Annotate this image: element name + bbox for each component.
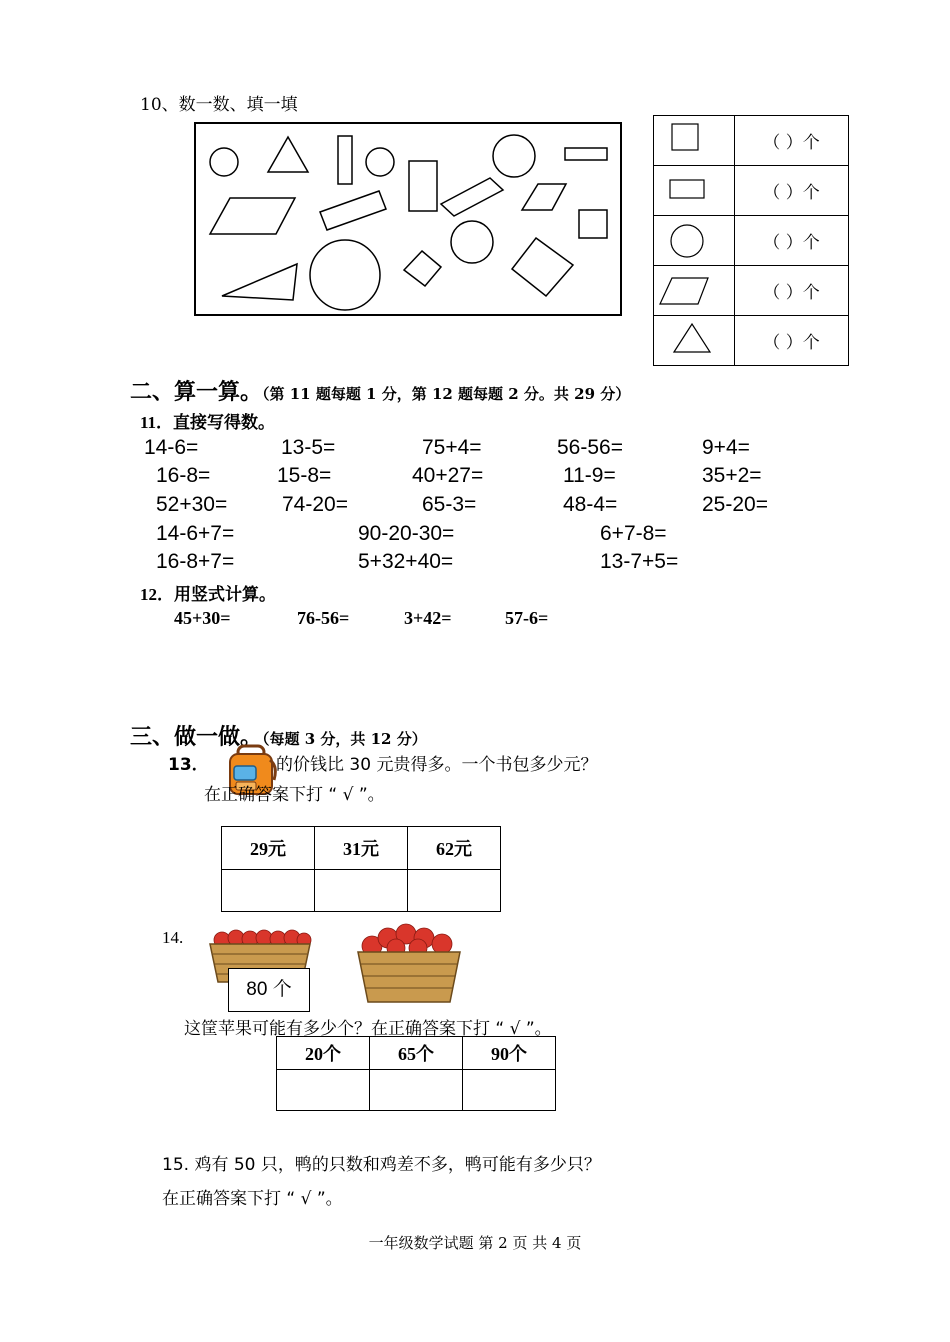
rectangle-shape — [320, 191, 386, 230]
calc-item: 48-4= — [563, 493, 618, 516]
q14-number: 14. — [162, 928, 184, 947]
q13-number: 13． — [168, 755, 209, 775]
section2-title: 二、算一算。 — [130, 380, 263, 405]
calc-item: 6+7-8= — [600, 522, 667, 545]
q12-label: 12．用竖式计算。 — [140, 585, 276, 604]
rectangle-shape — [565, 148, 607, 160]
q13-option: 29元 — [222, 827, 315, 870]
count-blank[interactable]: （ ）个 — [735, 166, 849, 216]
q13-answer-cell[interactable] — [222, 870, 315, 912]
calc-item: 5+32+40= — [358, 550, 454, 573]
q13-option: 62元 — [408, 827, 501, 870]
vertical-calc-item: 76-56= — [297, 608, 350, 628]
q13-line2: 在正确答案下打 “ √ ”。 — [204, 785, 385, 805]
calc-item: 90-20-30= — [358, 522, 455, 545]
calc-item: 75+4= — [422, 436, 482, 459]
section2-note: （第 11 题每题 1 分，第 12 题每题 2 分。共 29 分） — [262, 385, 631, 403]
q14-option: 90个 — [463, 1037, 556, 1070]
shapes-box — [194, 122, 622, 316]
calc-item: 74-20= — [282, 493, 348, 516]
triangle-shape — [268, 137, 308, 172]
square-shape — [404, 251, 441, 286]
square-icon — [654, 116, 734, 161]
q13-answer-cell[interactable] — [408, 870, 501, 912]
q10-title: 10、数一数、填一填 — [140, 95, 298, 115]
large-apple-basket-icon — [356, 920, 462, 1004]
count-row-circle — [654, 216, 849, 266]
count-row-parallelogram — [654, 266, 849, 316]
count-row-square — [654, 116, 849, 166]
count-row-triangle — [654, 316, 849, 366]
circle-icon — [654, 216, 734, 261]
triangle-icon — [654, 316, 734, 361]
calc-item: 11-9= — [563, 464, 616, 487]
shapes-figure — [196, 124, 620, 314]
count-blank[interactable]: （ ）个 — [735, 116, 849, 166]
rectangle-shape — [409, 161, 437, 211]
count-blank[interactable]: （ ）个 — [735, 266, 849, 316]
calc-item: 9+4= — [702, 436, 750, 459]
count-row-rectangle — [654, 166, 849, 216]
section3-title: 三、做一做。 — [130, 725, 263, 750]
circle-shape — [210, 148, 238, 176]
count-blank[interactable]: （ ）个 — [735, 216, 849, 266]
vertical-calc-item: 3+42= — [404, 608, 452, 628]
circle-shape — [493, 135, 535, 177]
q15-line1: 15. 鸡有 50 只，鸭的只数和鸡差不多，鸭可能有多少只？ — [162, 1155, 601, 1175]
q14-answer-table — [276, 1036, 556, 1111]
q14-answer-cell[interactable] — [277, 1070, 370, 1111]
calc-item: 40+27= — [412, 464, 484, 487]
q13-answer-cell[interactable] — [315, 870, 408, 912]
basket-count-label: 80 个 — [228, 968, 310, 1012]
q13-answer-table — [221, 826, 501, 912]
q11-label: 11．直接写得数。 — [140, 413, 276, 432]
calc-item: 35+2= — [702, 464, 762, 487]
count-blank[interactable]: （ ）个 — [735, 316, 849, 366]
calc-item: 15-8= — [277, 464, 332, 487]
calc-item: 56-56= — [557, 436, 623, 459]
calc-item: 14-6+7= — [156, 522, 235, 545]
calc-item: 16-8= — [156, 464, 211, 487]
calc-item: 16-8+7= — [156, 550, 235, 573]
calc-item: 14-6= — [144, 436, 199, 459]
calc-item: 65-3= — [422, 493, 477, 516]
rectangle-icon — [654, 166, 734, 211]
rectangle-shape — [338, 136, 352, 184]
calc-item: 52+30= — [156, 493, 228, 516]
calc-item: 13-7+5= — [600, 550, 679, 573]
q14-option: 20个 — [277, 1037, 370, 1070]
parallelogram-shape — [210, 198, 295, 234]
section3-note: （每题 3 分，共 12 分） — [262, 730, 427, 748]
count-table — [653, 115, 849, 366]
circle-shape — [451, 221, 493, 263]
q14-answer-cell[interactable] — [463, 1070, 556, 1111]
q13-line1: 的价钱比 30 元贵得多。一个书包多少元？ — [276, 755, 598, 775]
calc-item: 13-5= — [281, 436, 336, 459]
rectangle-shape — [441, 178, 503, 216]
parallelogram-shape — [522, 184, 566, 210]
parallelogram-icon — [654, 266, 734, 311]
vertical-calc-item: 57-6= — [505, 608, 549, 628]
triangle-shape — [222, 264, 297, 300]
calc-item: 25-20= — [702, 493, 768, 516]
q14-answer-cell[interactable] — [370, 1070, 463, 1111]
page-footer: 一年级数学试题 第 2 页 共 4 页 — [368, 1234, 582, 1252]
square-shape — [512, 238, 573, 296]
circle-shape — [310, 240, 380, 310]
q14-option: 65个 — [370, 1037, 463, 1070]
vertical-calc-item: 45+30= — [174, 608, 231, 628]
q14-question: 这筐苹果可能有多少个？在正确答案下打 “ √ ”。 — [184, 1019, 552, 1039]
section2-header — [130, 375, 630, 406]
q15-line2: 在正确答案下打 “ √ ”。 — [162, 1189, 343, 1209]
q13-option: 31元 — [315, 827, 408, 870]
square-shape — [579, 210, 607, 238]
circle-shape — [366, 148, 394, 176]
